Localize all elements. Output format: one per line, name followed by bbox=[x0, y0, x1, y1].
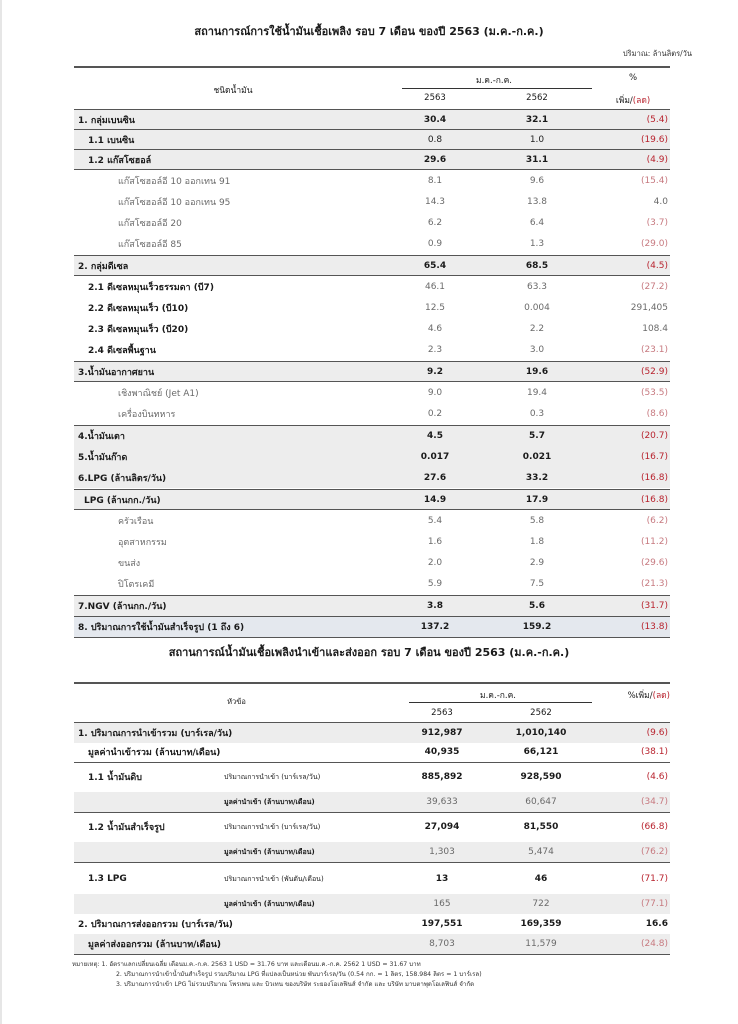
table-row bbox=[74, 297, 670, 318]
value-2562: 2.2 bbox=[529, 323, 545, 334]
table1-header-2562: 2562 bbox=[526, 93, 548, 103]
value-2562: 169,359 bbox=[520, 919, 562, 929]
value-2562: 32.1 bbox=[525, 114, 549, 125]
row-label: 2.2 ดีเซลหมุนเร็ว (บี10) bbox=[88, 303, 189, 314]
value-2562: 159.2 bbox=[522, 622, 552, 632]
row-label: 7.NGV (ล้านกก./วัน) bbox=[78, 602, 167, 612]
value-pct: (29.0) bbox=[640, 238, 668, 249]
value-2562: 1.8 bbox=[529, 536, 545, 547]
value-2563: 27,094 bbox=[424, 822, 460, 832]
value-2563: 4.6 bbox=[427, 323, 443, 334]
value-2563: 39,633 bbox=[426, 797, 458, 807]
row-label: LPG (ล้านกก./วัน) bbox=[84, 495, 161, 506]
table-row bbox=[74, 510, 670, 531]
table-row bbox=[74, 149, 670, 170]
value-2562: 5.6 bbox=[529, 601, 545, 611]
value-2562: 7.5 bbox=[529, 578, 545, 589]
row-label: มูลค่านำเข้ารวม (ล้านบาท/เดือน) bbox=[88, 748, 221, 758]
value-pct: (6.2) bbox=[646, 515, 668, 526]
value-2562: 3.0 bbox=[529, 344, 545, 355]
value-pct: (71.7) bbox=[640, 874, 668, 884]
value-pct: 16.6 bbox=[645, 919, 668, 929]
table1-title: สถานการณ์การใช้น้ำมันเชื้อเพลิง รอบ 7 เดือน ของปี 2563 (ม.ค.-ก.ค.) bbox=[194, 25, 544, 38]
value-2562: 68.5 bbox=[525, 260, 549, 271]
table1-top-rule bbox=[74, 66, 670, 68]
table-row bbox=[74, 552, 670, 573]
table1-period-rule bbox=[402, 88, 592, 89]
table-row bbox=[74, 814, 670, 840]
value-pct: (53.5) bbox=[640, 387, 668, 398]
value-2562: 5,474 bbox=[528, 847, 554, 857]
table2-title: สถานการณ์น้ำมันเชื้อเพลิงนำเข้าและส่งออก รอบ 7 เดือน ของปี 2563 (ม.ค.-ก.ค.) bbox=[168, 646, 570, 659]
value-pct: (4.5) bbox=[646, 260, 668, 271]
value-2562: 19.4 bbox=[526, 387, 548, 398]
table2-header-2563: 2563 bbox=[431, 708, 453, 718]
table-row bbox=[74, 170, 670, 191]
footnote-3: 3. ปริมาณการนำเข้า LPG ไม่รวมปริมาณ โพรเพน และ บิวเทน ของบริษัท ระยองโอเลฟินส์ จำกัด และ บริษัท มาบตาพุดโอเลฟินส์ จำกัด bbox=[116, 981, 475, 988]
value-2562: 1.0 bbox=[529, 134, 545, 145]
table-row bbox=[74, 129, 670, 149]
value-2563: 197,551 bbox=[421, 919, 463, 929]
value-2563: 0.8 bbox=[427, 134, 443, 145]
table-row bbox=[74, 894, 670, 914]
row-label: เชิงพาณิชย์ (Jet A1) bbox=[118, 388, 199, 399]
value-2563: 27.6 bbox=[423, 472, 447, 483]
value-pct: (8.6) bbox=[646, 408, 668, 419]
value-2562: 9.6 bbox=[529, 175, 545, 186]
pct-decrease-label: (ลด) bbox=[632, 96, 651, 106]
table1-header-period: ม.ค.-ก.ค. bbox=[476, 76, 512, 86]
table-row bbox=[74, 866, 670, 892]
table-row bbox=[74, 764, 670, 790]
value-2563: 8,703 bbox=[429, 939, 455, 949]
value-2563: 5.4 bbox=[427, 515, 443, 526]
table-row bbox=[74, 595, 670, 616]
value-2563: 0.017 bbox=[420, 451, 450, 462]
value-pct: (76.2) bbox=[640, 847, 668, 857]
value-2562: 17.9 bbox=[525, 494, 549, 505]
value-2563: 65.4 bbox=[423, 260, 447, 271]
value-pct: 108.4 bbox=[642, 323, 668, 334]
row-label: ปิโตรเคมี bbox=[118, 579, 155, 590]
value-2563: 9.0 bbox=[427, 387, 443, 398]
table-row bbox=[74, 255, 670, 276]
row-label: 3.น้ำมันอากาศยาน bbox=[78, 367, 155, 378]
row-label: 2. ปริมาณการส่งออกรวม (บาร์เรล/วัน) bbox=[78, 920, 233, 930]
value-2562: 1.3 bbox=[529, 238, 545, 249]
value-2562: 60,647 bbox=[525, 797, 557, 807]
table-row bbox=[74, 212, 670, 233]
value-2563: 137.2 bbox=[420, 622, 450, 632]
value-pct: (11.2) bbox=[640, 536, 668, 547]
row-label: แก๊สโซฮอล์อี 85 bbox=[118, 239, 182, 250]
table1-header-2563: 2563 bbox=[424, 93, 446, 103]
table-row bbox=[74, 531, 670, 552]
value-2563: 2.0 bbox=[427, 557, 443, 568]
value-pct: (4.9) bbox=[646, 154, 668, 165]
total-row bbox=[74, 616, 670, 638]
table-row bbox=[74, 934, 670, 955]
footnotes bbox=[72, 960, 482, 990]
value-2562: 19.6 bbox=[525, 366, 549, 377]
value-2563: 0.9 bbox=[427, 238, 443, 249]
value-pct: (15.4) bbox=[640, 175, 668, 186]
table-row bbox=[74, 446, 670, 467]
row-sublabel: ปริมาณการนำเข้า (บาร์เรล/วัน) bbox=[224, 772, 321, 781]
table-row bbox=[74, 403, 670, 424]
value-pct: (66.8) bbox=[640, 822, 668, 832]
value-2563: 12.5 bbox=[424, 302, 446, 313]
value-2562: 13.8 bbox=[526, 196, 548, 207]
table2-header-label: หัวข้อ bbox=[227, 697, 246, 706]
pct-decrease-label: (ลด) bbox=[652, 691, 670, 701]
value-2562: 0.004 bbox=[524, 302, 550, 313]
table-row bbox=[74, 425, 670, 446]
value-2563: 885,892 bbox=[421, 772, 463, 782]
value-pct: (38.1) bbox=[640, 747, 668, 757]
row-label: ขนส่ง bbox=[118, 558, 141, 569]
value-2563: 13 bbox=[435, 874, 449, 884]
table-row bbox=[74, 361, 670, 382]
row-label: แก๊สโซฮอล์อี 10 ออกเทน 91 bbox=[118, 176, 231, 187]
table1-header-pct: % bbox=[628, 73, 638, 83]
table-row bbox=[74, 722, 670, 743]
row-label: 2.1 ดีเซลหมุนเร็วธรรมดา (บี7) bbox=[88, 282, 214, 293]
value-pct: (20.7) bbox=[640, 431, 668, 441]
table-row bbox=[74, 382, 670, 403]
table-row bbox=[74, 573, 670, 594]
row-label: 2.3 ดีเซลหมุนเร็ว (บี20) bbox=[88, 324, 189, 335]
value-pct: (16.8) bbox=[640, 494, 668, 505]
value-2563: 46.1 bbox=[424, 281, 446, 292]
table2-header-pct-change bbox=[597, 688, 670, 702]
value-pct: (9.6) bbox=[646, 728, 668, 738]
value-2562: 46 bbox=[534, 874, 548, 884]
row-label: 1. ปริมาณการนำเข้ารวม (บาร์เรล/วัน) bbox=[78, 729, 233, 739]
value-2563: 3.8 bbox=[427, 601, 443, 611]
row-label: 1.2 น้ำมันสำเร็จรูป bbox=[88, 823, 165, 833]
table-row bbox=[74, 742, 670, 763]
value-2562: 928,590 bbox=[520, 772, 562, 782]
value-2563: 30.4 bbox=[423, 114, 447, 125]
value-2563: 4.5 bbox=[427, 431, 443, 441]
table-row bbox=[74, 489, 670, 510]
row-label: 1.1 เบนซิน bbox=[88, 135, 135, 146]
row-label: 6.LPG (ล้านลิตร/วัน) bbox=[78, 473, 167, 484]
row-label: มูลค่าส่งออกรวม (ล้านบาท/เดือน) bbox=[88, 940, 222, 950]
value-2563: 1,303 bbox=[429, 847, 455, 857]
table2-header-period: ม.ค.-ก.ค. bbox=[480, 691, 516, 701]
value-2563: 0.2 bbox=[427, 408, 443, 419]
value-2563: 9.2 bbox=[427, 366, 443, 377]
row-label: 1.1 น้ำมันดิบ bbox=[88, 773, 142, 783]
pct-increase-label: เพิ่ม/ bbox=[615, 96, 633, 106]
value-2563: 14.3 bbox=[424, 196, 446, 207]
row-label: 1.2 แก๊สโซฮอล์ bbox=[88, 155, 152, 166]
value-2562: 66,121 bbox=[523, 747, 559, 757]
value-pct: (29.6) bbox=[640, 557, 668, 568]
table-row bbox=[74, 842, 670, 863]
value-2562: 31.1 bbox=[525, 154, 549, 165]
table2-header-2562: 2562 bbox=[530, 708, 552, 718]
table1-header-pct-change bbox=[596, 93, 670, 107]
row-sublabel: มูลค่านำเข้า (ล้านบาท/เดือน) bbox=[224, 847, 315, 856]
row-sublabel: ปริมาณการนำเข้า (บาร์เรล/วัน) bbox=[224, 822, 321, 831]
table-row bbox=[74, 792, 670, 813]
value-2562: 33.2 bbox=[525, 472, 549, 483]
value-2563: 5.9 bbox=[427, 578, 443, 589]
value-2562: 0.3 bbox=[529, 408, 545, 419]
row-sublabel: มูลค่านำเข้า (ล้านบาท/เดือน) bbox=[224, 797, 315, 806]
value-2563: 8.1 bbox=[427, 175, 443, 186]
value-2563: 29.6 bbox=[423, 154, 447, 165]
row-label: 2. กลุ่มดีเซล bbox=[78, 261, 129, 272]
value-pct: (27.2) bbox=[640, 281, 668, 292]
table-row bbox=[74, 339, 670, 360]
value-2562: 81,550 bbox=[523, 822, 559, 832]
row-sublabel: มูลค่านำเข้า (ล้านบาท/เดือน) bbox=[224, 899, 315, 908]
row-label: แก๊สโซฮอล์อี 10 ออกเทน 95 bbox=[118, 197, 231, 208]
value-pct: (16.8) bbox=[640, 472, 668, 483]
value-2562: 63.3 bbox=[526, 281, 548, 292]
value-2563: 1.6 bbox=[427, 536, 443, 547]
value-2562: 1,010,140 bbox=[515, 728, 567, 738]
value-2562: 5.7 bbox=[529, 431, 545, 441]
value-2563: 912,987 bbox=[421, 728, 463, 738]
value-pct: (31.7) bbox=[640, 601, 668, 611]
table1-header-label: ชนิดน้ำมัน bbox=[213, 86, 253, 96]
value-2562: 11,579 bbox=[525, 939, 557, 949]
table-row bbox=[74, 276, 670, 297]
value-pct: (3.7) bbox=[646, 217, 668, 228]
value-2563: 165 bbox=[433, 899, 451, 909]
value-pct: (19.6) bbox=[640, 134, 668, 145]
row-label: 2.4 ดีเซลพื้นฐาน bbox=[88, 345, 156, 356]
row-label: 8. ปริมาณการใช้น้ำมันสำเร็จรูป (1 ถึง 6) bbox=[78, 623, 245, 633]
table1-unit-note: ปริมาณ: ล้านลิตร/วัน bbox=[622, 49, 692, 58]
table-row bbox=[74, 467, 670, 488]
row-label: เครื่องบินทหาร bbox=[118, 409, 176, 420]
row-sublabel: ปริมาณการนำเข้า (พันตัน/เดือน) bbox=[224, 874, 324, 883]
value-pct: (4.6) bbox=[646, 772, 668, 782]
value-pct: (5.4) bbox=[646, 114, 668, 125]
value-pct: (21.3) bbox=[640, 578, 668, 589]
value-2562: 5.8 bbox=[529, 515, 545, 526]
value-pct: (24.8) bbox=[640, 939, 668, 949]
row-label: ครัวเรือน bbox=[118, 516, 154, 527]
table2-period-rule bbox=[409, 702, 592, 703]
value-2562: 722 bbox=[532, 899, 550, 909]
value-2563: 6.2 bbox=[427, 217, 443, 228]
table-row bbox=[74, 914, 670, 934]
table2-top-rule bbox=[74, 682, 670, 684]
value-2563: 40,935 bbox=[424, 747, 460, 757]
value-2562: 0.021 bbox=[522, 451, 552, 462]
value-pct: 291,405 bbox=[630, 302, 668, 313]
footnote-text: 1. อัตราแลกเปลี่ยนเฉลี่ย เดือนม.ค.-ก.ค. 2563 1 USD = 31.76 บาท และเดือนม.ค.-ก.ค. 2562 1 USD = 31.67 บาท bbox=[101, 961, 421, 968]
table-row bbox=[74, 191, 670, 212]
row-label: แก๊สโซฮอล์อี 20 bbox=[118, 218, 182, 229]
value-2563: 2.3 bbox=[427, 344, 443, 355]
value-2562: 2.9 bbox=[529, 557, 545, 568]
row-label: 4.น้ำมันเตา bbox=[78, 432, 125, 442]
value-pct: (23.1) bbox=[640, 344, 668, 355]
table-row bbox=[74, 233, 670, 254]
row-label: 1.3 LPG bbox=[88, 874, 127, 884]
footnote-2: 2. ปริมาณการนำเข้าน้ำมันสำเร็จรูป รวมปริมาณ LPG ที่แปลงเป็นหน่วย พันบาร์เรล/วัน (0.54 กก. = 1 ลิตร, 158.984 ลิตร = 1 บาร์เรล) bbox=[116, 971, 482, 978]
page-edge bbox=[0, 0, 2, 1024]
row-label: 5.น้ำมันก๊าด bbox=[78, 452, 128, 463]
row-label: 1. กลุ่มเบนซิน bbox=[78, 115, 135, 126]
pct-increase-label: %เพิ่ม/ bbox=[627, 691, 653, 701]
row-label: อุตสาหกรรม bbox=[118, 537, 167, 548]
value-pct: (77.1) bbox=[640, 899, 668, 909]
table-row bbox=[74, 109, 670, 129]
footnote-1 bbox=[72, 960, 482, 970]
value-2563: 14.9 bbox=[423, 494, 447, 505]
footnote-prefix: หมายเหตุ: bbox=[72, 961, 100, 968]
value-pct: 4.0 bbox=[653, 196, 668, 207]
value-pct: (34.7) bbox=[640, 797, 668, 807]
table-row bbox=[74, 318, 670, 339]
value-pct: (52.9) bbox=[640, 366, 668, 377]
value-pct: (16.7) bbox=[640, 451, 668, 462]
value-2562: 6.4 bbox=[529, 217, 545, 228]
value-pct: (13.8) bbox=[640, 622, 668, 632]
